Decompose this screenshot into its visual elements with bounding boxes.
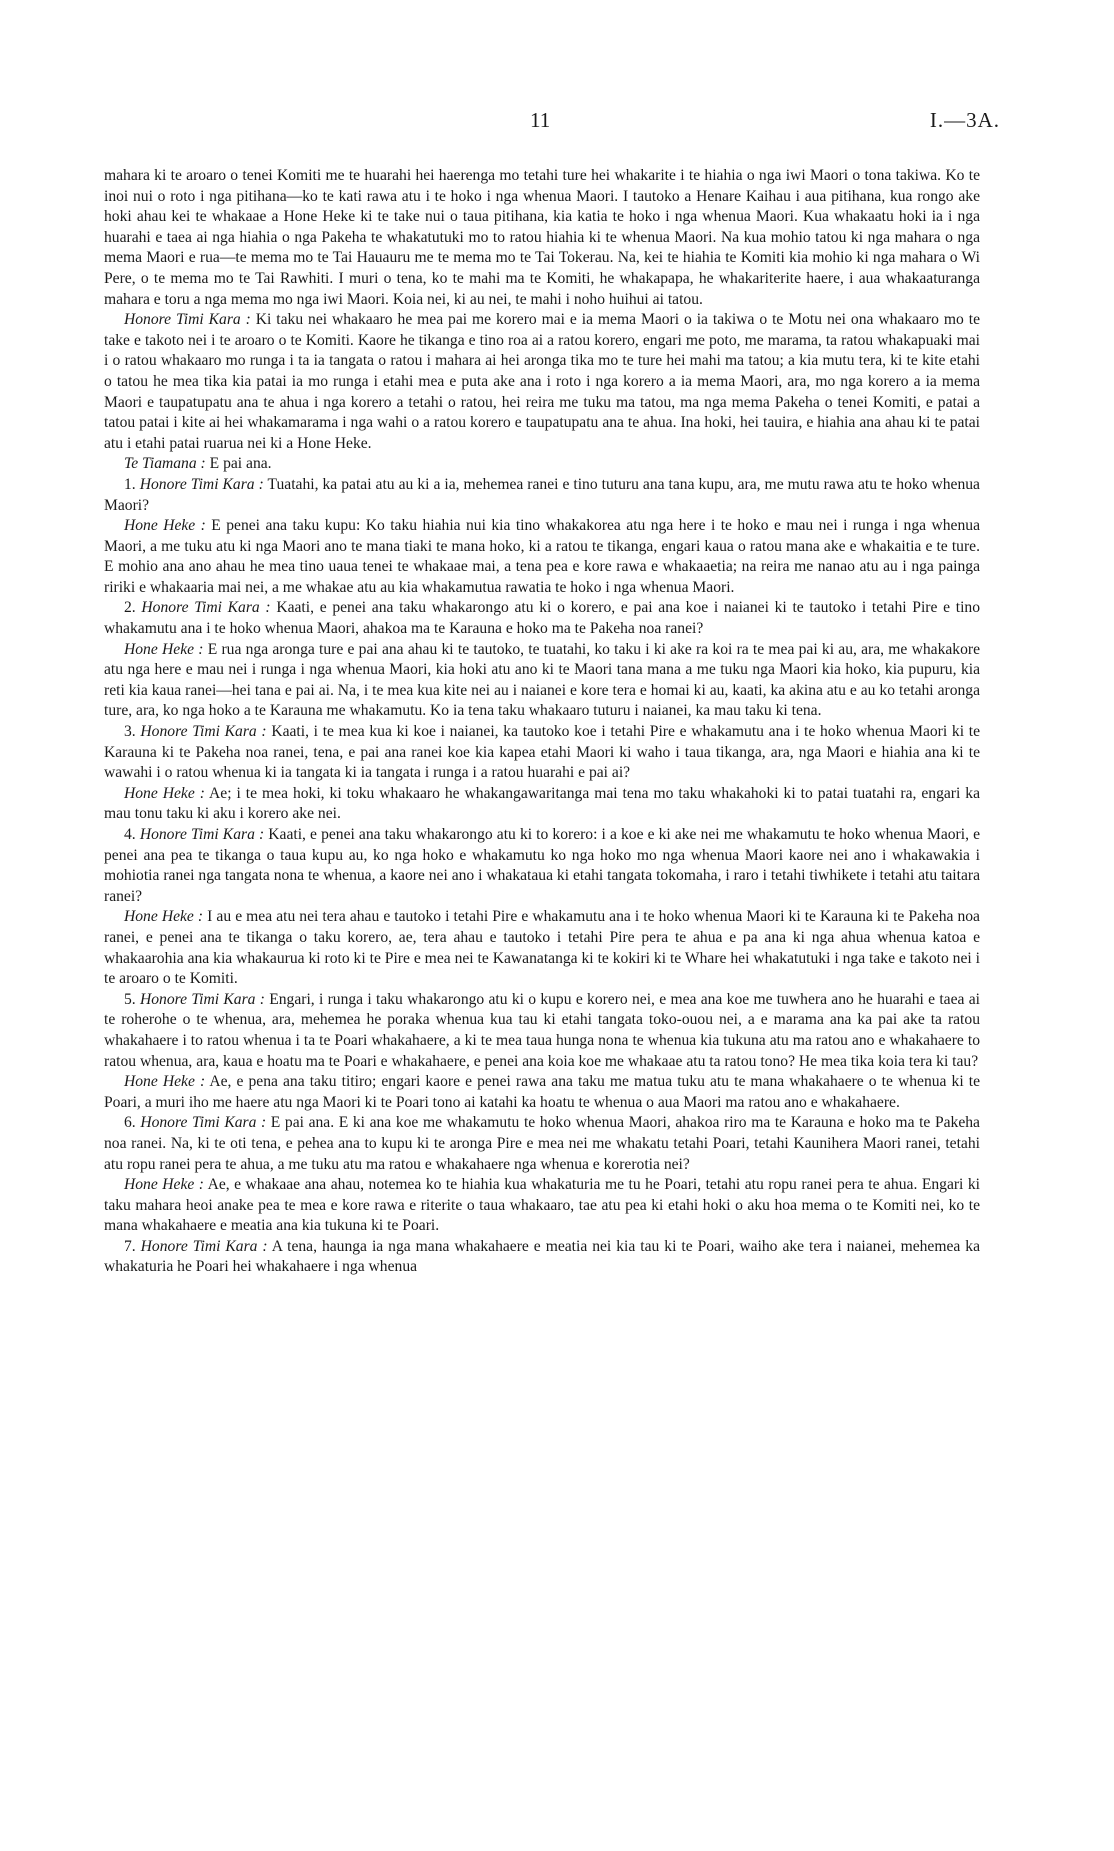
paragraph-text: E pai ana. bbox=[209, 455, 272, 473]
paragraph-text: Ae; i te mea hoki, ki toku whakaaro he whakangawaritanga mai tena mo taku whakahoki ki to patai tuatahi ra, engari ka mau tonu taku ki aku i korero ake nei. bbox=[104, 784, 980, 823]
paragraph bbox=[104, 516, 980, 598]
paragraph bbox=[104, 1175, 980, 1237]
speaker-name: Honore Timi Kara : bbox=[139, 826, 265, 843]
speaker-name: Hone Heke : bbox=[124, 640, 204, 658]
paragraph-text: Tuatahi, ka patai atu au ki a ia, mehemea ranei e tino tuturu ana tana kupu, ara, me mutu rawa atu te hoko whenua Maori? bbox=[104, 475, 980, 514]
speaker-name: Hone Heke : bbox=[124, 784, 205, 802]
speaker-name: Te Tiamana : bbox=[124, 455, 206, 473]
paragraph bbox=[104, 310, 980, 454]
question-number: 4. bbox=[124, 826, 136, 843]
paragraph bbox=[104, 475, 980, 516]
paragraph bbox=[104, 166, 980, 310]
speaker-name: Hone Heke : bbox=[124, 908, 204, 926]
paragraph-text: mahara ki te aroaro o tenei Komiti me te huarahi hei haerenga mo tetahi ture hei whakarite i te hiahia o nga iwi Maori o tona takiwa. Ko te inoi nui o roto i nga pitihana—ko te kati rawa atu i te hoko i nga whenua Maori. I tautoko a Henare Kaihau i aua pitihana, kua rongo ake hoki ahau kei te whakaae a Hone Heke ki te take nui o taua pitihana, kia katia te hoko i nga whenua Maori. Kua whakaatu hoki ia i nga huarahi e taea ai nga hiahia o nga Pakeha te whakatutuki mo to ratou hiahia ki te whenua Maori. Na kua mohio tatou ki nga mahara o nga mema Maori e rua—te mema mo te Tai Hauauru me te mema mo te Tai Tokerau. Na, kei te hiahia te Komiti kia mohio ki nga mahara o Wi Pere, o te mema mo te Tai Rawhiti. I muri o tena, ko te mahi ma te Komiti, he whakapapa, he whakariterite haere, i aua whakaaturanga mahara e toru a nga mema mo nga iwi Maori. Koia nei, ki au nei, te mahi i noho huihui ai tatou. bbox=[104, 167, 980, 308]
paragraph bbox=[104, 640, 980, 722]
question-number: 1. bbox=[124, 475, 136, 493]
question-number: 5. bbox=[124, 990, 136, 1008]
question-number: 3. bbox=[124, 723, 136, 741]
paragraph-text: E penei ana taku kupu: Ko taku hiahia nui kia tino whakakorea atu nga here i te hoko e mau nei i runga i nga whenua Maori, a me tuku atu ki nga Maori ano te mana tiaki te mana hoko, ki a ratou te tikanga, engari kaua o ratou mana ake e whakaitia e te ture. E mohio ana ano ahau he mea tino uaua tenei te whakaae mai, a tena pea e kore rawa e whakaaetia; na reira me nanao atu au i nga painga ririki e whakaaria mai nei, a me whakae atu au kia whakamutua rawatia te hoko i nga whenua Maori. bbox=[104, 517, 980, 596]
paragraph bbox=[104, 598, 980, 639]
paragraph-text: Ae, e whakaae ana ahau, notemea ko te hiahia kua whakaturia me tu he Poari, tetahi atu ropu ranei pera te ahua. Engari ki taku mahara heoi anake pea te mea e kore rawa e riterite o taua whakaaro, tae atu pea ki etahi hoki o aku hoa mema o te Komiti nei, ko te mana whakahaere e meatia ana kia tukuna ki te Poari. bbox=[104, 1176, 981, 1235]
paragraph-text: Engari, i runga i taku whakarongo atu ki o kupu e korero nei, e mea ana koe me tuwhera ano he huarahi e taea ai te roherohe o te whenua, ara, mehemea he poraka whenua kua tau ki etahi tangata toko-ouou nei, a e marama ana ka pai ake ta ratou whakahaere i to ratou whenua i ta te Poari whakahaere, a ki te mea taua hunga nona te whenua kia tukuna atu ma ratou ano e whakahaere to ratou whenua, ara, kaua e hoatu ma te Poari e whakahaere, e penei ana koia koe me whakaae atu ta ratou tono? He mea tika koia tera ki tau? bbox=[104, 990, 980, 1070]
document-body bbox=[104, 166, 980, 1278]
paragraph-text: A tena, haunga ia nga mana whakahaere e meatia nei kia tau ki te Poari, waiho ake tera i naianei, mehemea ka whakaturia he Poari hei whakahaere i nga whenua bbox=[104, 1237, 980, 1276]
paragraph-text: I au e mea atu nei tera ahau e tautoko i tetahi Pire e whakamutu ana i te hoko whenua Maori ki te Karauna ki te Pakeha noa ranei, e penei ana te tikanga o taku korero, ae, tera ahau e tautoko i tetahi Pire pera te ahua e pa ana ki nga ahua whenua katoa e whakaarohia ana kia whakaurua ki roto ki te Pire e mea nei te Kawanatanga ki te kokiri ki te Whare hei whakatutuki i nga take e takoto nei i te aroaro o te Komiti. bbox=[104, 908, 980, 988]
paragraph bbox=[104, 907, 980, 989]
speaker-name: Honore Timi Kara : bbox=[141, 599, 271, 617]
document-page bbox=[104, 108, 1000, 1278]
paragraph-text: E pai ana. E ki ana koe me whakamutu te hoko whenua Maori, ahakoa riro ma te Karauna e hoko ma te Pakeha noa ranei. Na, ki te oti tena, e pehea ana to kupu ki te aronga Pire e mea nei me whakatu tetahi Poari, tetahi Kaunihera Maori ranei, tetahi atu ropu ranei pera te ahua, a me tuku atu ma ratou e whakahaere nga whenua e korerotia nei? bbox=[104, 1114, 980, 1173]
question-number: 2. bbox=[124, 599, 136, 617]
paragraph bbox=[104, 784, 980, 825]
paragraph-text: Ae, e pena ana taku titiro; engari kaore e penei rawa ana taku me matua tuku atu te mana whakahaere o te whenua ki te Poari, a muri iho me haere atu nga Maori ki te Poari tono ai katahi ka hoatu te whenua o aua Maori ma ratou ano e whakahaere. bbox=[104, 1073, 981, 1111]
document-reference: I.—3A. bbox=[929, 108, 1000, 132]
paragraph bbox=[104, 825, 980, 907]
page-header bbox=[104, 108, 1000, 148]
speaker-name: Honore Timi Kara : bbox=[139, 475, 264, 493]
speaker-name: Hone Heke : bbox=[124, 517, 206, 535]
question-number: 6. bbox=[124, 1114, 136, 1132]
paragraph bbox=[104, 1113, 980, 1175]
speaker-name: Honore Timi Kara : bbox=[140, 1114, 267, 1132]
speaker-name: Honore Timi Kara : bbox=[124, 311, 251, 329]
paragraph-text: Kaati, i te mea kua ki koe i naianei, ka tautoko koe i tetahi Pire e whakamutu ana i te hoko whenua Maori ki te Karauna ki te Pakeha noa ranei, tena, e pai ana ranei koe kia kapea etahi Maori ki waho i taua tikanga, ara, nga Maori e hiahia ana ki te wawahi i o ratou whenua ki ia tangata ki ia tangata i runga i a ratou huarahi e pai ai? bbox=[104, 723, 981, 782]
page-number: 11 bbox=[530, 108, 551, 132]
speaker-name: Honore Timi Kara : bbox=[140, 990, 265, 1008]
paragraph bbox=[104, 990, 980, 1072]
paragraph-text: Kaati, e penei ana taku whakarongo atu ki o korero, e pai ana koe i naianei ki te tautoko i tetahi Pire e tino whakamutu ana i te hoko whenua Maori, ahakoa ma te Karauna e hoko ma te Pakeha noa ranei? bbox=[104, 599, 980, 638]
paragraph bbox=[104, 1237, 980, 1278]
paragraph bbox=[104, 722, 980, 784]
paragraph bbox=[104, 1072, 980, 1113]
paragraph-text: Ki taku nei whakaaro he mea pai me korero mai e ia mema Maori o ia takiwa o te Motu nei ona whakaaro mo te take e takoto nei i te aroaro o te Komiti. Kaore he tikanga e tino roa ai a ratou korero, engari me poto, me marama, ta ratou whakapuaki mai i o ratou whakaaro mo runga i ta ia tangata o ratou i mahara ai hei aronga tika mo te ture hei mahi ma tatou; a kia mutu tera, ki te kite etahi o tatou he mea tika kia patai ia mo runga i etahi mea e puta ake ana i roto i nga korero a ia mema Maori, ara, mo nga korero a ia mema Maori e taupatupatu ana te ahua i nga korero a tetahi o ratou, hei reira me tuku ma tatou, ma nga mema Pakeha o tenei Komiti, e patai a tatou patai i kite ai hei whakamarama i nga wahi o a ratou korero e taupatupatu ana te ahua. Ina hoki, hei tauira, e hiahia ana ahau ki te patai atu i etahi patai ruarua nei ki a Hone Heke. bbox=[104, 311, 980, 452]
paragraph bbox=[104, 454, 980, 475]
speaker-name: Honore Timi Kara : bbox=[140, 1237, 268, 1255]
question-number: 7. bbox=[124, 1237, 136, 1255]
paragraph-text: Kaati, e penei ana taku whakarongo atu ki to korero: i a koe e ki ake nei me whakamutu te hoko whenua Maori, e penei ana pea te tikanga o taua kupu au, ko nga hoko e whakamutu ko nga hoko mo nga whenua Maori kaore nei ano i whakawakia i mohiotia ranei nga tangata nona te whenua, a kaore nei ano i whakataua ki etahi tangata tokomaha, i raro i tetahi tiwhikete i tetahi atu taitara ranei? bbox=[104, 826, 980, 905]
paragraph-text: E rua nga aronga ture e pai ana ahau ki te tautoko, te tuatahi, ko taku i ki ake ra koi ra te mea pai ki au, ara, me whakakore atu nga here e mau nei i runga i nga whenua Maori, kia hoki atu ano ki te Maori tana mana a me tuku nga Maori kia hoko, kia pupuru, kia reti kia kaua ranei—hei tana e pai ai. Na, i te mea kua kite nei au i naianei e kore tera e homai ki au, kaati, ka akina atu e au ko tetahi aronga ture, ara, ko nga hoko a te Karauna me whakamutu. Ko ia tena taku whakaaro tuturu i naianei, ka mau taku ki tena. bbox=[104, 640, 980, 720]
speaker-name: Hone Heke : bbox=[124, 1176, 204, 1194]
speaker-name: Honore Timi Kara : bbox=[140, 723, 267, 741]
speaker-name: Hone Heke : bbox=[124, 1073, 206, 1091]
